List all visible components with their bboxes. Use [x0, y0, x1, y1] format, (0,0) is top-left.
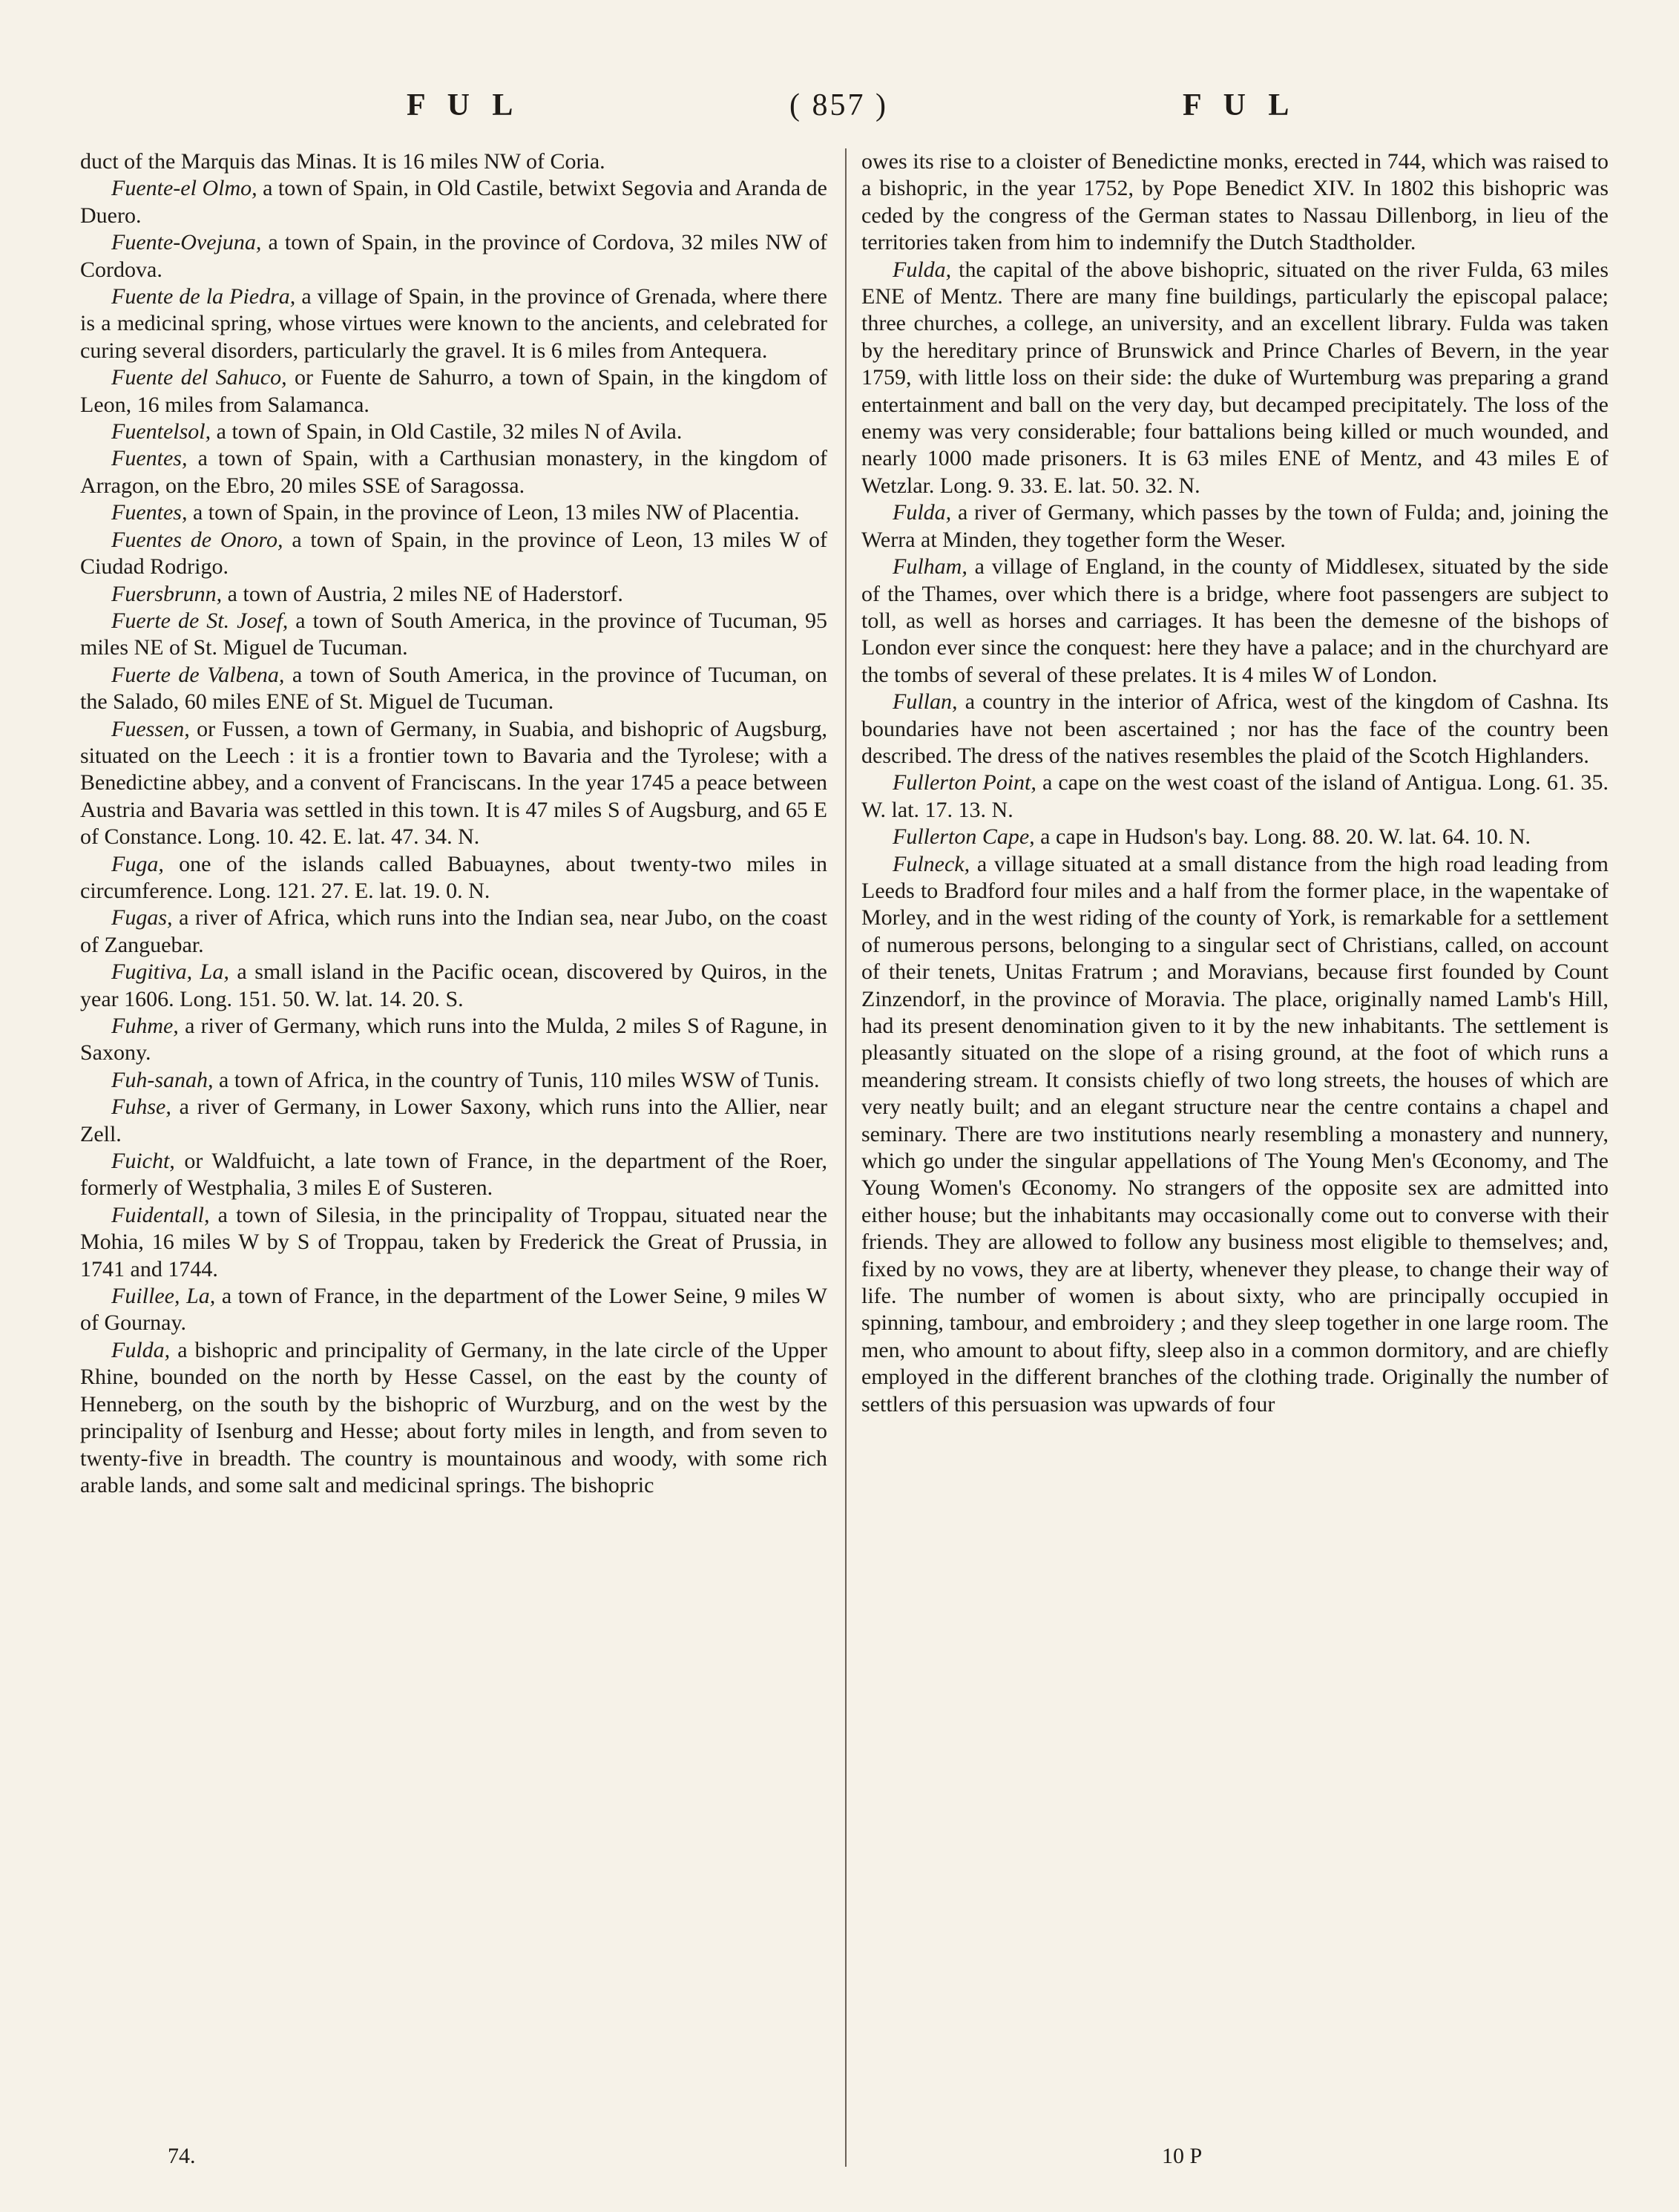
entry-headword: Fuente-el Olmo,: [111, 176, 257, 201]
entry-text: a river of Germany, which passes by the town of Fulda; and, joining the Werra at Minden, they together form the Weser.: [861, 500, 1609, 552]
entry-headword: Fuente de la Piedra,: [111, 284, 296, 309]
entry-text: one of the islands called Babuaynes, about twenty-two miles in circumference. Long. 121. 27. E. lat. 19. 0. N.: [80, 851, 827, 903]
gazetteer-entry: [80, 148, 827, 175]
entry-headword: Fullerton Cape,: [893, 824, 1035, 850]
entry-headword: Fuerte de St. Josef,: [111, 608, 289, 633]
gazetteer-entry: [861, 257, 1609, 500]
entry-text: a town of Silesia, in the principality of Troppau, situated near the Mohia, 16 miles W by S of Troppau, taken by Frederick the Great of Prussia, in 1741 and 1744.: [80, 1202, 827, 1281]
entry-headword: Fuentelsol,: [111, 419, 211, 444]
entry-text: a cape in Hudson's bay. Long. 88. 20. W. lat. 64. 10. N.: [1034, 824, 1531, 850]
gazetteer-entry: [861, 148, 1609, 257]
entry-text: a cape on the west coast of the island of Antigua. Long. 61. 35. W. lat. 17. 13. N.: [861, 770, 1609, 822]
gazetteer-entry: [80, 1013, 827, 1067]
gazetteer-entry: [80, 662, 827, 716]
entry-headword: Fuente-Ovejuna,: [111, 230, 262, 255]
entry-headword: Fuessen,: [111, 716, 190, 741]
gazetteer-entry: [80, 499, 827, 526]
entry-text: a town of Spain, in the province of Cordova, 32 miles NW of Cordova.: [80, 230, 827, 282]
entry-headword: Fulneck,: [893, 851, 970, 876]
gazetteer-entry: [80, 1202, 827, 1283]
signature-mark-left: 74.: [168, 2144, 196, 2168]
entry-text: a country in the interior of Africa, west of the kingdom of Cashna. Its boundaries have not been ascertained ; nor has the face of the country been described. The dress of the natives resembles the plaid of the Scotch Highlanders.: [861, 689, 1609, 768]
entry-text: or Fussen, a town of Germany, in Suabia, and bishopric of Augsburg, situated on the Leech : it is a frontier town to Bavaria and the Tyrolese; with a Benedictine abbey, and a convent of Franciscans. In the year 1745 a peace between Austria and Bavaria was settled in this town. It is 47 miles S of Augsburg, and 65 E of Constance. Long. 10. 42. E. lat. 47. 34. N.: [80, 716, 827, 850]
entry-headword: Fuhse,: [111, 1094, 171, 1120]
gazetteer-entry: [861, 851, 1609, 1419]
gazetteer-entry: [861, 769, 1609, 824]
entry-text: a bishopric and principality of Germany, in the late circle of the Upper Rhine, bounded on the north by Hesse Cassel, on the east by the county of Henneberg, on the south by the bishopric of Wurzburg, and on the west by the principality of Isenburg and Hesse; about forty miles in length, and from seven to twenty-five in breadth. The country is mountainous and woody, with some rich arable lands, and some salt and medicinal springs. The bishopric: [80, 1337, 827, 1497]
gazetteer-entry: [861, 499, 1609, 554]
running-head-left: F U L: [407, 88, 521, 122]
entry-text: a town of Spain, in the province of Leon, 13 miles W of Ciudad Rodrigo.: [80, 527, 827, 580]
left-column: [80, 148, 845, 2167]
page-number: ( 857 ): [789, 88, 888, 122]
entry-text: the capital of the above bishopric, situated on the river Fulda, 63 miles ENE of Mentz. There are many fine buildings, particularly the episcopal palace; three churches, a college, an university, and an excellent library. Fulda was taken by the hereditary prince of Brunswick and Prince Charles of Bevern, in the year 1759, with little loss on their side: the duke of Wurtemburg was preparing a grand entertainment and ball on the very day, but decamped precipitately. The loss of the enemy was very considerable; four battalions being killed or much wounded, and nearly 1000 made prisoners. It is 63 miles ENE of Mentz, and 43 miles E of Wetzlar. Long. 9. 33. E. lat. 50. 32. N.: [861, 257, 1609, 498]
gazetteer-entry: [80, 905, 827, 959]
entry-text: or Fuente de Sahurro, a town of Spain, in the kingdom of Leon, 16 miles from Salamanca.: [80, 365, 827, 417]
entry-text: a town of Spain, in the province of Leon, 13 miles NW of Placentia.: [187, 500, 800, 525]
entry-headword: Fuerte de Valbena,: [111, 662, 285, 687]
entry-headword: Fuh-sanah,: [111, 1067, 214, 1092]
entry-text: or Waldfuicht, a late town of France, in the department of the Roer, formerly of Westphalia, 3 miles E of Susteren.: [80, 1149, 827, 1201]
entry-text: a town of South America, in the province of Tucuman, 95 miles NE of St. Miguel de Tucuman.: [80, 608, 827, 660]
entry-headword: Fuentes,: [111, 446, 188, 471]
entry-headword: Fulham,: [893, 554, 967, 580]
entry-headword: Fugas,: [111, 905, 173, 931]
entry-text: a river of Germany, which runs into the Mulda, 2 miles S of Ragune, in Saxony.: [80, 1014, 827, 1066]
entry-text: a village situated at a small distance from the high road leading from Leeds to Bradford four miles and a half from the former place, in the wapentake of Morley, and in the west riding of the county of York, is remarkable for a settlement of numerous persons, belonging to a singular sect of Christians, called, on account of their tenets, Unitas Fratrum ; and Moravians, because first founded by Count Zinzendorf, in the province of Moravia. The place, originally named Lamb's Hill, had its present denomination given to it by the new inhabitants. The settlement is pleasantly situated on the slope of a rising ground, at the foot of which runs a meandering stream. It consists chiefly of two long streets, the houses of which are very neatly built; and an elegant structure near the centre contains a chapel and seminary. There are two institutions nearly resembling a monastery and nunnery, which go under the singular appellations of The Young Men's Œconomy, and The Young Women's Œconomy. No strangers of the opposite sex are admitted into either house; but the inhabitants may occasionally come out to converse with their friends. They are allowed to follow any business most eligible to themselves; and, fixed by no vows, they are at liberty, whenever they please, to change their way of life. The number of women is about sixty, who are principally occupied in spinning, tambour, and embroidery ; and they sleep together in one large room. The men, who amount to about fifty, sleep also in a common dormitory, and are chiefly employed in the different branches of the clothing trade. Originally the number of settlers of this persuasion was upwards of four: [861, 851, 1609, 1417]
entry-headword: Fuga,: [111, 851, 164, 876]
entry-text: a river of Germany, in Lower Saxony, which runs into the Allier, near Zell.: [80, 1094, 827, 1146]
entry-headword: Fuentes,: [111, 500, 188, 525]
gazetteer-entry: [80, 527, 827, 581]
entry-text: a village of Spain, in the province of Grenada, where there is a medicinal spring, whose virtues were known to the ancients, and celebrated for curing several disorders, particularly the gravel. It is 6 miles from Antequera.: [80, 284, 827, 363]
entry-text: a town of Austria, 2 miles NE of Haderstorf.: [222, 581, 623, 606]
gazetteer-entry: [861, 554, 1609, 689]
entry-text: a town of France, in the department of the Lower Seine, 9 miles W of Gournay.: [80, 1284, 827, 1336]
gazetteer-entry: [80, 445, 827, 499]
entry-headword: Fuhme,: [111, 1014, 179, 1038]
gazetteer-entry: [80, 364, 827, 419]
running-head-right: F U L: [1183, 88, 1297, 122]
entry-headword: Fullan,: [893, 689, 958, 715]
gazetteer-entry: [80, 229, 827, 283]
gazetteer-entry: [861, 689, 1609, 769]
entry-headword: Fuillee, La,: [111, 1284, 216, 1309]
entry-headword: Fuersbrunn,: [111, 581, 223, 606]
gazetteer-entry: [80, 608, 827, 662]
entry-headword: Fugitiva, La,: [111, 959, 229, 985]
gazetteer-entry: [80, 851, 827, 905]
entry-headword: Fulda,: [893, 257, 952, 282]
entry-text: a river of Africa, which runs into the Indian sea, near Jubo, on the coast of Zanguebar.: [80, 905, 827, 957]
entry-text: a town of Africa, in the country of Tunis, 110 miles WSW of Tunis.: [213, 1067, 820, 1092]
entry-headword: Fullerton Point,: [893, 770, 1036, 795]
page-header: [0, 88, 1679, 132]
right-column: [845, 148, 1609, 2167]
entry-headword: Fuidentall,: [111, 1202, 210, 1227]
gazetteer-entry: [80, 716, 827, 851]
entry-text: a town of South America, in the province of Tucuman, on the Salado, 60 miles ENE of St. Miguel de Tucuman.: [80, 662, 827, 715]
gazetteer-entry: [80, 419, 827, 445]
entry-text: a town of Spain, in Old Castile, 32 miles N of Avila.: [211, 419, 683, 444]
entry-headword: Fulda,: [111, 1337, 171, 1362]
gazetteer-entry: [80, 959, 827, 1013]
gazetteer-entry: [80, 1067, 827, 1094]
gazetteer-entry: [861, 824, 1609, 850]
entry-text: a town of Spain, in Old Castile, betwixt Segovia and Aranda de Duero.: [80, 176, 827, 228]
gazetteer-entry: [80, 1283, 827, 1337]
text-columns: [80, 148, 1609, 2167]
entry-text: a small island in the Pacific ocean, discovered by Quiros, in the year 1606. Long. 151. 50. W. lat. 14. 20. S.: [80, 959, 827, 1011]
entry-text: duct of the Marquis das Minas. It is 16 miles NW of Coria.: [80, 149, 605, 174]
gazetteer-entry: [80, 1148, 827, 1202]
entry-text: owes its rise to a cloister of Benedictine monks, erected in 744, which was raised to a bishopric, in the year 1752, by Pope Benedict XIV. In 1802 this bishopric was ceded by the congress of the German states to Nassau Dillenborg, in lieu of the territories taken from him to indemnify the Dutch Stadtholder.: [861, 149, 1609, 255]
gazetteer-entry: [80, 283, 827, 364]
entry-text: a town of Spain, with a Carthusian monastery, in the kingdom of Arragon, on the Ebro, 20 miles SSE of Saragossa.: [80, 446, 827, 498]
gazetteer-entry: [80, 175, 827, 229]
entry-headword: Fulda,: [893, 500, 952, 525]
entry-headword: Fuicht,: [111, 1149, 175, 1174]
gazetteer-entry: [80, 581, 827, 608]
entry-text: a village of England, in the county of Middlesex, situated by the side of the Thames, over which there is a bridge, where foot passengers are subject to toll, as well as horses and carriages. It has been the demesne of the bishops of London ever since the conquest: here they have a palace; and in the churchyard are the tombs of several of these prelates. It is 4 miles W of London.: [861, 554, 1609, 687]
signature-mark-right: 10 P: [1162, 2144, 1203, 2168]
entry-headword: Fuente del Sahuco,: [111, 365, 287, 390]
gazetteer-entry: [80, 1094, 827, 1148]
entry-headword: Fuentes de Onoro,: [111, 527, 283, 552]
gazetteer-entry: [80, 1337, 827, 1499]
